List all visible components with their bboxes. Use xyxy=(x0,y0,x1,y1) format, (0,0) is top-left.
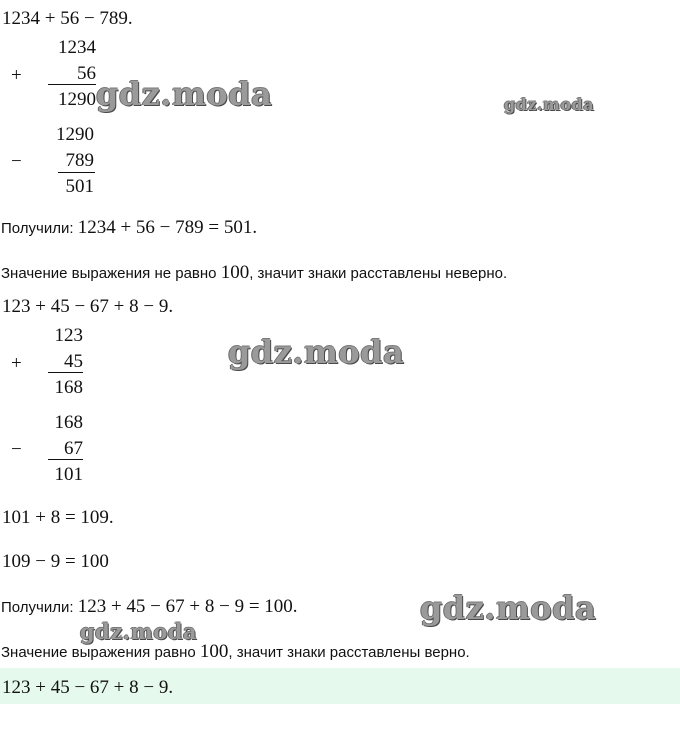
sub1-top: 1290 xyxy=(56,124,94,145)
add1-bottom: 56 xyxy=(77,63,96,84)
sub2-bottom: 67 xyxy=(64,438,83,459)
add2-top: 123 xyxy=(54,325,83,346)
sub1-result: 501 xyxy=(65,176,94,197)
add2-bottom: 45 xyxy=(64,351,83,372)
add1-result: 1290 xyxy=(58,89,96,110)
sub1-rule xyxy=(58,172,95,173)
conclusion-1-part-a: Значение выражения не равно xyxy=(1,265,217,282)
sub1-operator: − xyxy=(11,151,22,172)
sub2-result: 101 xyxy=(54,464,83,485)
got-line-2 xyxy=(1,597,298,616)
conclusion-2 xyxy=(1,642,470,661)
add1-top: 1234 xyxy=(58,37,96,58)
conclusion-1 xyxy=(1,263,507,282)
conclusion-2-number: 100 xyxy=(199,641,229,662)
watermark-logo-5: gdz.moda xyxy=(80,619,198,644)
add2-rule xyxy=(48,372,83,373)
got-expr-1: 1234 + 56 − 789 = 501. xyxy=(77,217,258,238)
step-line-2: 109 − 9 = 100 xyxy=(2,551,109,572)
conclusion-2-part-a: Значение выражения равно xyxy=(1,644,196,661)
answer-expression: 123 + 45 − 67 + 8 − 9. xyxy=(2,677,174,698)
got-label-2: Получили: xyxy=(1,599,74,616)
conclusion-1-part-b: , значит знаки расставлены неверно. xyxy=(249,265,508,282)
got-label-1: Получили: xyxy=(1,220,74,237)
got-line-1 xyxy=(1,218,257,237)
watermark-logo-2: gdz.moda xyxy=(504,95,595,114)
got-expr-2: 123 + 45 − 67 + 8 − 9 = 100. xyxy=(77,596,298,617)
watermark-logo-4: gdz.moda xyxy=(420,589,597,627)
add2-operator: + xyxy=(11,353,22,374)
sub2-operator: − xyxy=(11,439,22,460)
sub1-bottom: 789 xyxy=(65,150,94,171)
sub2-rule xyxy=(48,459,83,460)
expression-1: 1234 + 56 − 789. xyxy=(2,8,133,29)
conclusion-1-number: 100 xyxy=(220,262,250,283)
add1-operator: + xyxy=(11,65,22,86)
expression-2: 123 + 45 − 67 + 8 − 9. xyxy=(2,296,174,317)
step-line-1: 101 + 8 = 109. xyxy=(2,507,114,528)
add1-rule xyxy=(48,84,96,85)
conclusion-2-part-b: , значит знаки расставлены верно. xyxy=(228,644,470,661)
watermark-logo-1: gdz.moda xyxy=(96,75,273,113)
sub2-top: 168 xyxy=(54,412,83,433)
watermark-logo-3: gdz.moda xyxy=(228,333,405,371)
add2-result: 168 xyxy=(54,377,83,398)
